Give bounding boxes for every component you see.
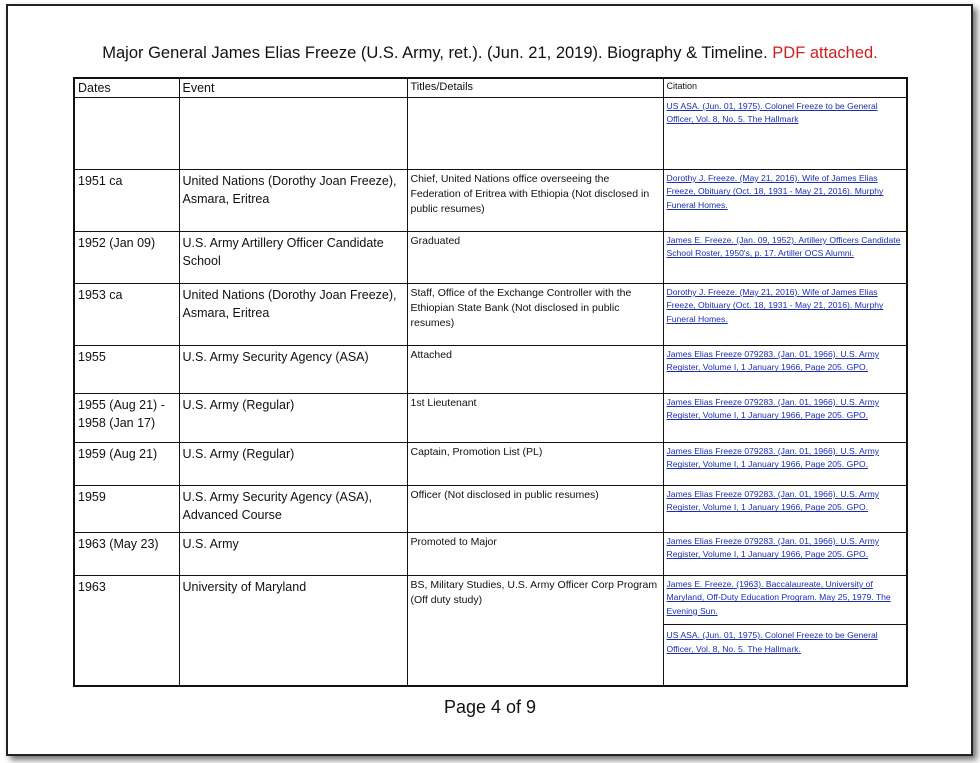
cell-dates: 1951 ca	[74, 170, 179, 232]
citation-link[interactable]: James Elias Freeze 079283. (Jan. 01, 1966). U.S. Army Register, Volume I, 1 January 1966, Page 205. GPO.	[666, 536, 880, 560]
header-event: Event	[179, 78, 407, 98]
citation-block	[667, 172, 904, 212]
cell-citation	[663, 443, 907, 486]
table-body	[74, 98, 907, 686]
cell-event: U.S. Army Security Agency (ASA), Advanced Course	[179, 486, 407, 533]
cell-details: Captain, Promotion List (PL)	[407, 443, 663, 486]
cell-details: Staff, Office of the Exchange Controller with the Ethiopian State Bank (Not disclosed in public resumes)	[407, 284, 663, 346]
cell-dates: 1955	[74, 346, 179, 394]
cell-dates: 1963	[74, 576, 179, 686]
cell-details	[407, 98, 663, 170]
cell-details: Chief, United Nations office overseeing the Federation of Eritrea with Ethiopia (Not disclosed in public resumes)	[407, 170, 663, 232]
citation-link[interactable]: US ASA. (Jun. 01, 1975). Colonel Freeze to be General Officer, Vol. 8, No. 5. The Hallmark	[666, 101, 878, 125]
table-row	[74, 486, 907, 533]
cell-citation	[663, 98, 907, 170]
cell-citation	[663, 346, 907, 394]
cell-dates: 1959	[74, 486, 179, 533]
header-details: Titles/Details	[407, 78, 663, 98]
cell-event: U.S. Army (Regular)	[179, 394, 407, 443]
citation-link[interactable]: US ASA. (Jun. 01, 1975). Colonel Freeze to be General Officer, Vol. 8, No. 5. The Hallmark.	[666, 630, 878, 654]
header-citation: Citation	[663, 78, 907, 98]
page-number: Page 4 of 9	[443, 697, 537, 717]
cell-citation	[663, 232, 907, 284]
citation-link[interactable]: James Elias Freeze 079283. (Jan. 01, 1966). U.S. Army Register, Volume I, 1 January 1966, Page 205. GPO.	[666, 446, 880, 470]
citation-link[interactable]: Dorothy J. Freeze. (May 21, 2016). Wife of James Elias Freeze, Obituary (Oct. 18, 1931 - May 21, 2016). Murphy Funeral Homes.	[666, 173, 884, 210]
header-dates: Dates	[74, 78, 179, 98]
cell-event: U.S. Army Artillery Officer Candidate School	[179, 232, 407, 284]
cell-event: U.S. Army (Regular)	[179, 443, 407, 486]
cell-dates: 1953 ca	[74, 284, 179, 346]
citation-link[interactable]: James Elias Freeze 079283. (Jan. 01, 1966). U.S. Army Register, Volume I, 1 January 1966, Page 205. GPO.	[666, 349, 880, 373]
cell-dates: 1963 (May 23)	[74, 533, 179, 576]
citation-block	[667, 578, 904, 618]
table-row	[74, 576, 907, 686]
citation-link[interactable]: Dorothy J. Freeze. (May 21, 2016). Wife of James Elias Freeze, Obituary (Oct. 18, 1931 - May 21, 2016). Murphy Funeral Homes.	[666, 287, 884, 324]
title-text: Major General James Elias Freeze (U.S. Army, ret.). (Jun. 21, 2019). Biography & Timeline.	[102, 44, 768, 62]
cell-details: Promoted to Major	[407, 533, 663, 576]
table-row	[74, 98, 907, 170]
citation-link[interactable]: James Elias Freeze 079283. (Jan. 01, 1966). U.S. Army Register, Volume I, 1 January 1966, Page 205. GPO.	[666, 397, 880, 421]
table-row	[74, 170, 907, 232]
cell-dates	[74, 98, 179, 170]
table-row	[74, 232, 907, 284]
table-row	[74, 284, 907, 346]
citation-block	[667, 100, 904, 127]
cell-citation	[663, 576, 907, 686]
page-title	[0, 44, 980, 63]
citation-block	[667, 445, 904, 472]
cell-dates: 1955 (Aug 21) - 1958 (Jan 17)	[74, 394, 179, 443]
cell-dates: 1959 (Aug 21)	[74, 443, 179, 486]
cell-citation	[663, 394, 907, 443]
cell-citation	[663, 486, 907, 533]
cell-event: United Nations (Dorothy Joan Freeze), Asmara, Eritrea	[179, 284, 407, 346]
cell-details: BS, Military Studies, U.S. Army Officer Corp Program (Off duty study)	[407, 576, 663, 686]
cell-citation	[663, 284, 907, 346]
cell-details: Officer (Not disclosed in public resumes)	[407, 486, 663, 533]
cell-event: U.S. Army	[179, 533, 407, 576]
citation-block	[667, 535, 904, 562]
cell-citation	[663, 170, 907, 232]
citation-link[interactable]: James E. Freeze. (1963). Baccalaureate, University of Maryland, Off-Duty Education Program. May 25, 1979. The Evening Sun.	[666, 579, 891, 616]
timeline-table	[73, 77, 908, 687]
cell-dates: 1952 (Jan 09)	[74, 232, 179, 284]
citation-block	[667, 348, 904, 375]
cell-event: United Nations (Dorothy Joan Freeze), Asmara, Eritrea	[179, 170, 407, 232]
pdf-attached-label: PDF attached.	[772, 44, 878, 62]
citation-block	[667, 396, 904, 423]
citation-link[interactable]: James Elias Freeze 079283. (Jan. 01, 1966). U.S. Army Register, Volume I, 1 January 1966, Page 205. GPO.	[666, 489, 880, 513]
citation-block	[667, 286, 904, 326]
citation-block	[667, 234, 904, 261]
citation-block	[667, 488, 904, 515]
cell-event: U.S. Army Security Agency (ASA)	[179, 346, 407, 394]
cell-details: Attached	[407, 346, 663, 394]
table-row	[74, 394, 907, 443]
table-row	[74, 346, 907, 394]
citation-link[interactable]: James E. Freeze. (Jan. 09, 1952). Artillery Officers Candidate School Roster, 1950's, p. 17. Artiller OCS Alumni.	[666, 235, 901, 259]
cell-details: 1st Lieutenant	[407, 394, 663, 443]
table-row	[74, 443, 907, 486]
table-row	[74, 533, 907, 576]
cell-citation	[663, 533, 907, 576]
cell-event	[179, 98, 407, 170]
table-header-row	[74, 78, 907, 98]
citation-block	[664, 624, 907, 656]
cell-event: University of Maryland	[179, 576, 407, 686]
cell-details: Graduated	[407, 232, 663, 284]
